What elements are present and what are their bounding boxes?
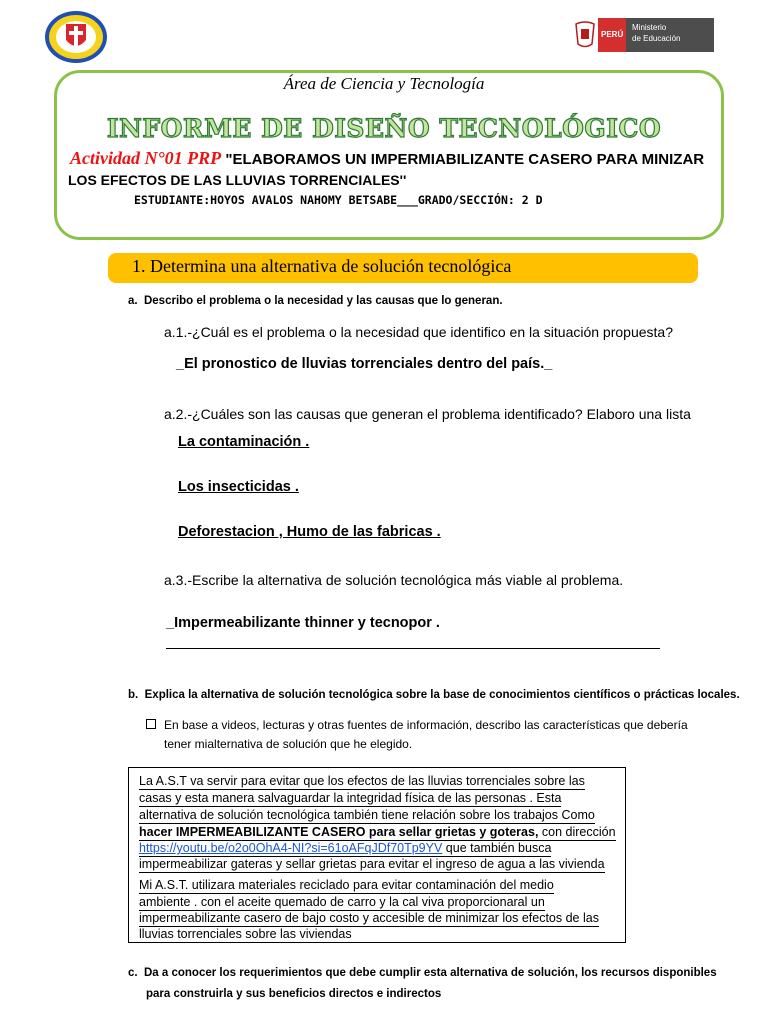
c-text-line2: para construirla y sus beneficios directos e indirectos	[146, 988, 442, 1000]
activity-title-part2: LOS EFECTOS DE LAS LLUVIAS TORRENCIALES''	[68, 172, 407, 188]
box-line-bold	[139, 825, 616, 841]
a3-question: a.3.-Escribe la alternativa de solución tecnológica más viable al problema.	[164, 572, 624, 588]
activity-title-part1: "ELABORAMOS UN IMPERMIABILIZANTE CASERO PARA MINIZAR	[225, 151, 705, 168]
section-title: 1. Determina una alternativa de solución tecnológica	[132, 256, 512, 276]
cause-item: La contaminación .	[178, 434, 310, 450]
b-bullet	[146, 718, 688, 732]
a-item	[128, 295, 503, 307]
c-text-line1: Da a conocer los requerimientos que debe cumplir esta alternativa de solución, los recursos disponibles	[143, 967, 717, 979]
checkbox-bullet-icon	[146, 719, 156, 729]
answer-underline	[166, 648, 660, 649]
box-line: ambiente . con el aceite quemado de carro y la cal viva proporcionaral un	[139, 895, 545, 909]
ministry-education-logo	[572, 18, 714, 52]
box-line-link	[139, 841, 551, 857]
activity-line	[70, 148, 720, 169]
b-text: Explica la alternativa de solución tecnológica sobre la base de conocimientos científicos o prácticas locales.	[144, 689, 740, 701]
b-bullet-line1: En base a videos, lecturas y otras fuentes de información, describo las características que debería	[164, 718, 688, 732]
school-crest-logo	[44, 10, 108, 64]
ministry-line-2: de Educación	[632, 34, 681, 43]
ministry-line-1: Ministerio	[632, 23, 667, 32]
a1-answer: _El pronostico de lluvias torrenciales dentro del país._	[176, 356, 553, 372]
cause-item: Deforestacion , Humo de las fabricas .	[178, 524, 441, 540]
box-line: La A.S.T va servir para evitar que los efectos de las lluvias torrenciales sobre las	[139, 774, 585, 788]
box-after-link: que también busca	[442, 841, 552, 855]
area-title: Área de Ciencia y Tecnología	[283, 74, 485, 93]
b-label: b.	[128, 689, 139, 701]
box-line: alternativa de solución tecnológica también tiene relación sobre los trabajos Como	[139, 808, 595, 822]
a-text: Describo el problema o la necesidad y las causas que lo generan.	[143, 295, 503, 307]
activity-label: Actividad N°01 PRP	[70, 148, 222, 168]
a-label: a.	[128, 295, 138, 307]
c-label: c.	[128, 967, 138, 979]
b-bullet-line2: tener mialternativa de solución que he elegido.	[164, 737, 413, 751]
box-line: lluvias torrenciales sobre las viviendas	[139, 927, 611, 943]
box-line: impermeabilizar gateras y sellar grietas para evitar el ingreso de agua a las vivienda	[139, 857, 605, 871]
a1-question: a.1.-¿Cuál es el problema o la necesidad que identifico en la situación propuesta?	[164, 324, 673, 340]
video-link[interactable]: https://youtu.be/o2o0OhA4-NI?si=61oAFqJDf70Tp9YV	[139, 841, 443, 855]
c-item	[128, 967, 728, 979]
box-after-bold: con dirección	[538, 825, 616, 839]
student-line: ESTUDIANTE:HOYOS AVALOS NAHOMY BETSABE___GRADO/SECCIÓN: 2 D	[134, 193, 543, 207]
b-item	[128, 689, 740, 701]
box-line: impermeabilizante casero de bajo costo y accesible de minimizar los efectos de las	[139, 911, 599, 925]
box-bold-text: hacer IMPERMEABILIZANTE CASERO para sellar grietas y goteras,	[139, 825, 539, 839]
box-line: Mi A.S.T. utilizara materiales reciclado para evitar contaminación del medio	[139, 878, 554, 892]
report-title: INFORME DE DISEÑO TECNOLÓGICO	[106, 114, 662, 143]
box-line: casas y esta manera salvaguardar la integridad física de las personas . Esta	[139, 791, 562, 805]
peru-label: PERÚ	[601, 30, 624, 39]
a3-answer: _Impermeabilizante thinner y tecnopor .	[166, 615, 440, 631]
solution-description-box	[128, 767, 626, 943]
cause-item: Los insecticidas .	[178, 479, 299, 495]
a2-question: a.2.-¿Cuáles son las causas que generan el problema identificado? Elaboro una lista	[164, 406, 691, 422]
